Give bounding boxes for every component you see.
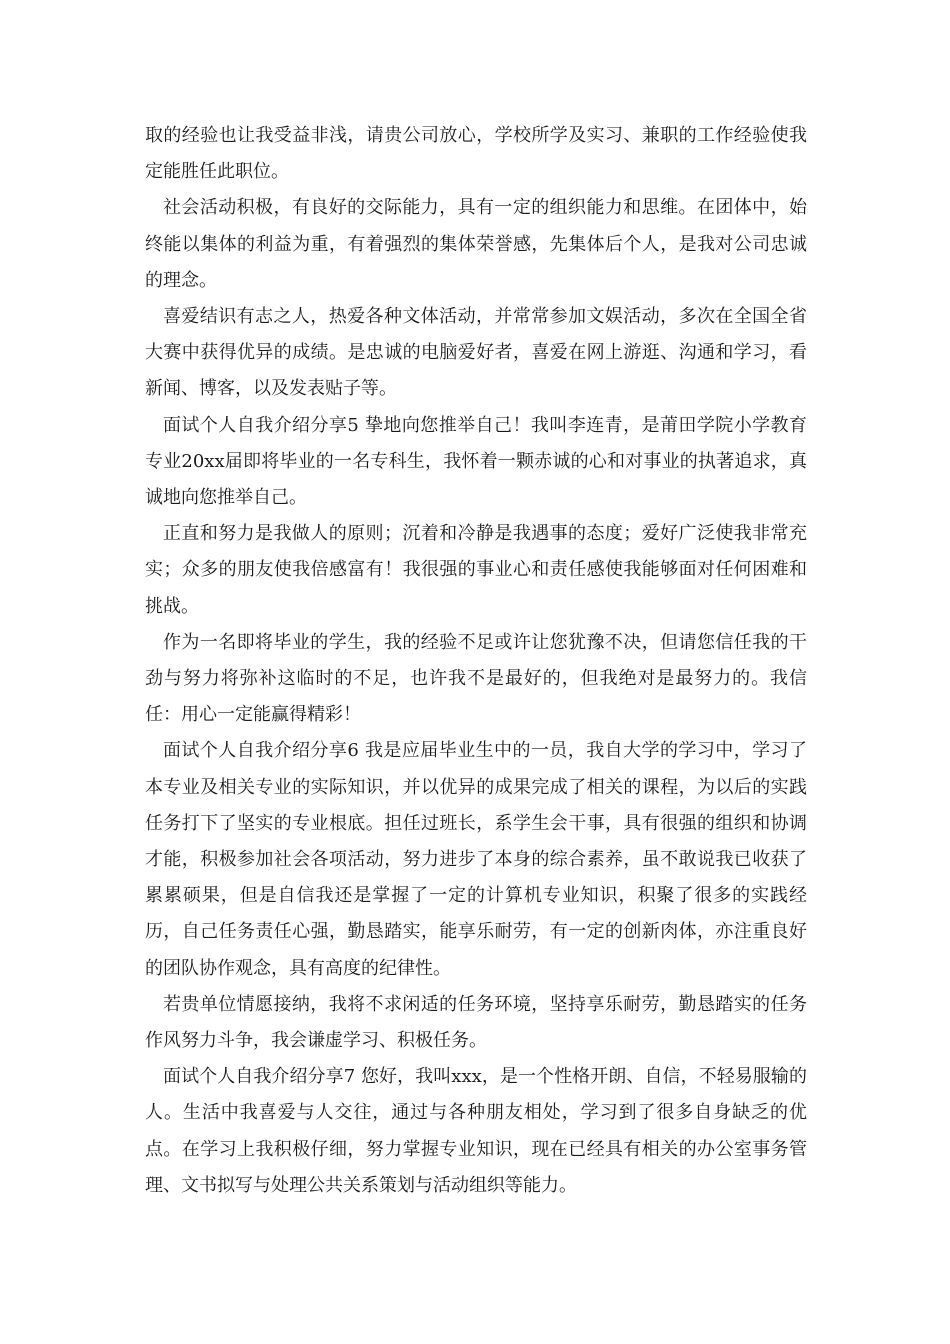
paragraph-6: 作为一名即将毕业的学生，我的经验不足或许让您犹豫不决，但请您信任我的干劲与努力将弥补这临时的不足，也许我不是最好的，但我绝对是最努力的。我信任：用心一定能赢得精彩！ <box>145 631 807 726</box>
paragraph-5: 正直和努力是我做人的原则；沉着和冷静是我遇事的态度；爱好广泛使我非常充实；众多的朋友使我倍感富有！我很强的事业心和责任感使我能够面对任何困难和挑战。 <box>145 523 807 617</box>
paragraph-8: 若贵单位情愿接纳，我将不求闲适的任务环境，坚持享乐耐劳，勤恳踏实的任务作风努力斗争，我会谦虚学习、积极任务。 <box>145 993 807 1052</box>
paragraph-1: 取的经验也让我受益非浅，请贵公司放心，学校所学及实习、兼职的工作经验使我定能胜任此职位。 <box>145 125 807 183</box>
paragraph-4: 面试个人自我介绍分享5 挚地向您推举自己！我叫李连青，是莆田学院小学教育专业20xx届即将毕业的一名专科生，我怀着一颗赤诚的心和对事业的执著追求，真诚地向您推举自己。 <box>145 414 807 509</box>
paragraph-9: 面试个人自我介绍分享7 您好，我叫xxx，是一个性格开朗、自信，不轻易服输的人。生活中我喜爱与人交往，通过与各种朋友相处，学习到了很多自身缺乏的优点。在学习上我积极仔细，努力掌握专业知识，现在已经具有相关的办公室事务管理、文书拟写与处理公共关系策划与活动组织等能力。 <box>145 1066 807 1196</box>
paragraph-7: 面试个人自我介绍分享6 我是应届毕业生中的一员，我自大学的学习中，学习了本专业及相关专业的实际知识，并以优异的成果完成了相关的课程，为以后的实践任务打下了坚实的专业根底。担任过班长，系学生会干事，具有很强的组织和协调才能，积极参加社会各项活动，努力进步了本身的综合素养，虽不敢说我已收获了累累硕果，但是自信我还是掌握了一定的计算机专业知识，积聚了很多的实践经历，自己任务责任心强，勤恳踏实，能享乐耐劳，有一定的创新肉体，亦注重良好的团队协作观念，具有高度的纪律性。 <box>145 740 807 979</box>
paragraph-2: 社会活动积极，有良好的交际能力，具有一定的组织能力和思维。在团体中，始终能以集体的利益为重，有着强烈的集体荣誉感，先集体后个人，是我对公司忠诚的理念。 <box>145 197 807 291</box>
paragraph-3: 喜爱结识有志之人，热爱各种文体活动，并常常参加文娱活动，多次在全国全省大赛中获得优异的成绩。是忠诚的电脑爱好者，喜爱在网上游逛、沟通和学习，看新闻、博客，以及发表贴子等。 <box>145 306 807 400</box>
document-body <box>145 118 807 1204</box>
